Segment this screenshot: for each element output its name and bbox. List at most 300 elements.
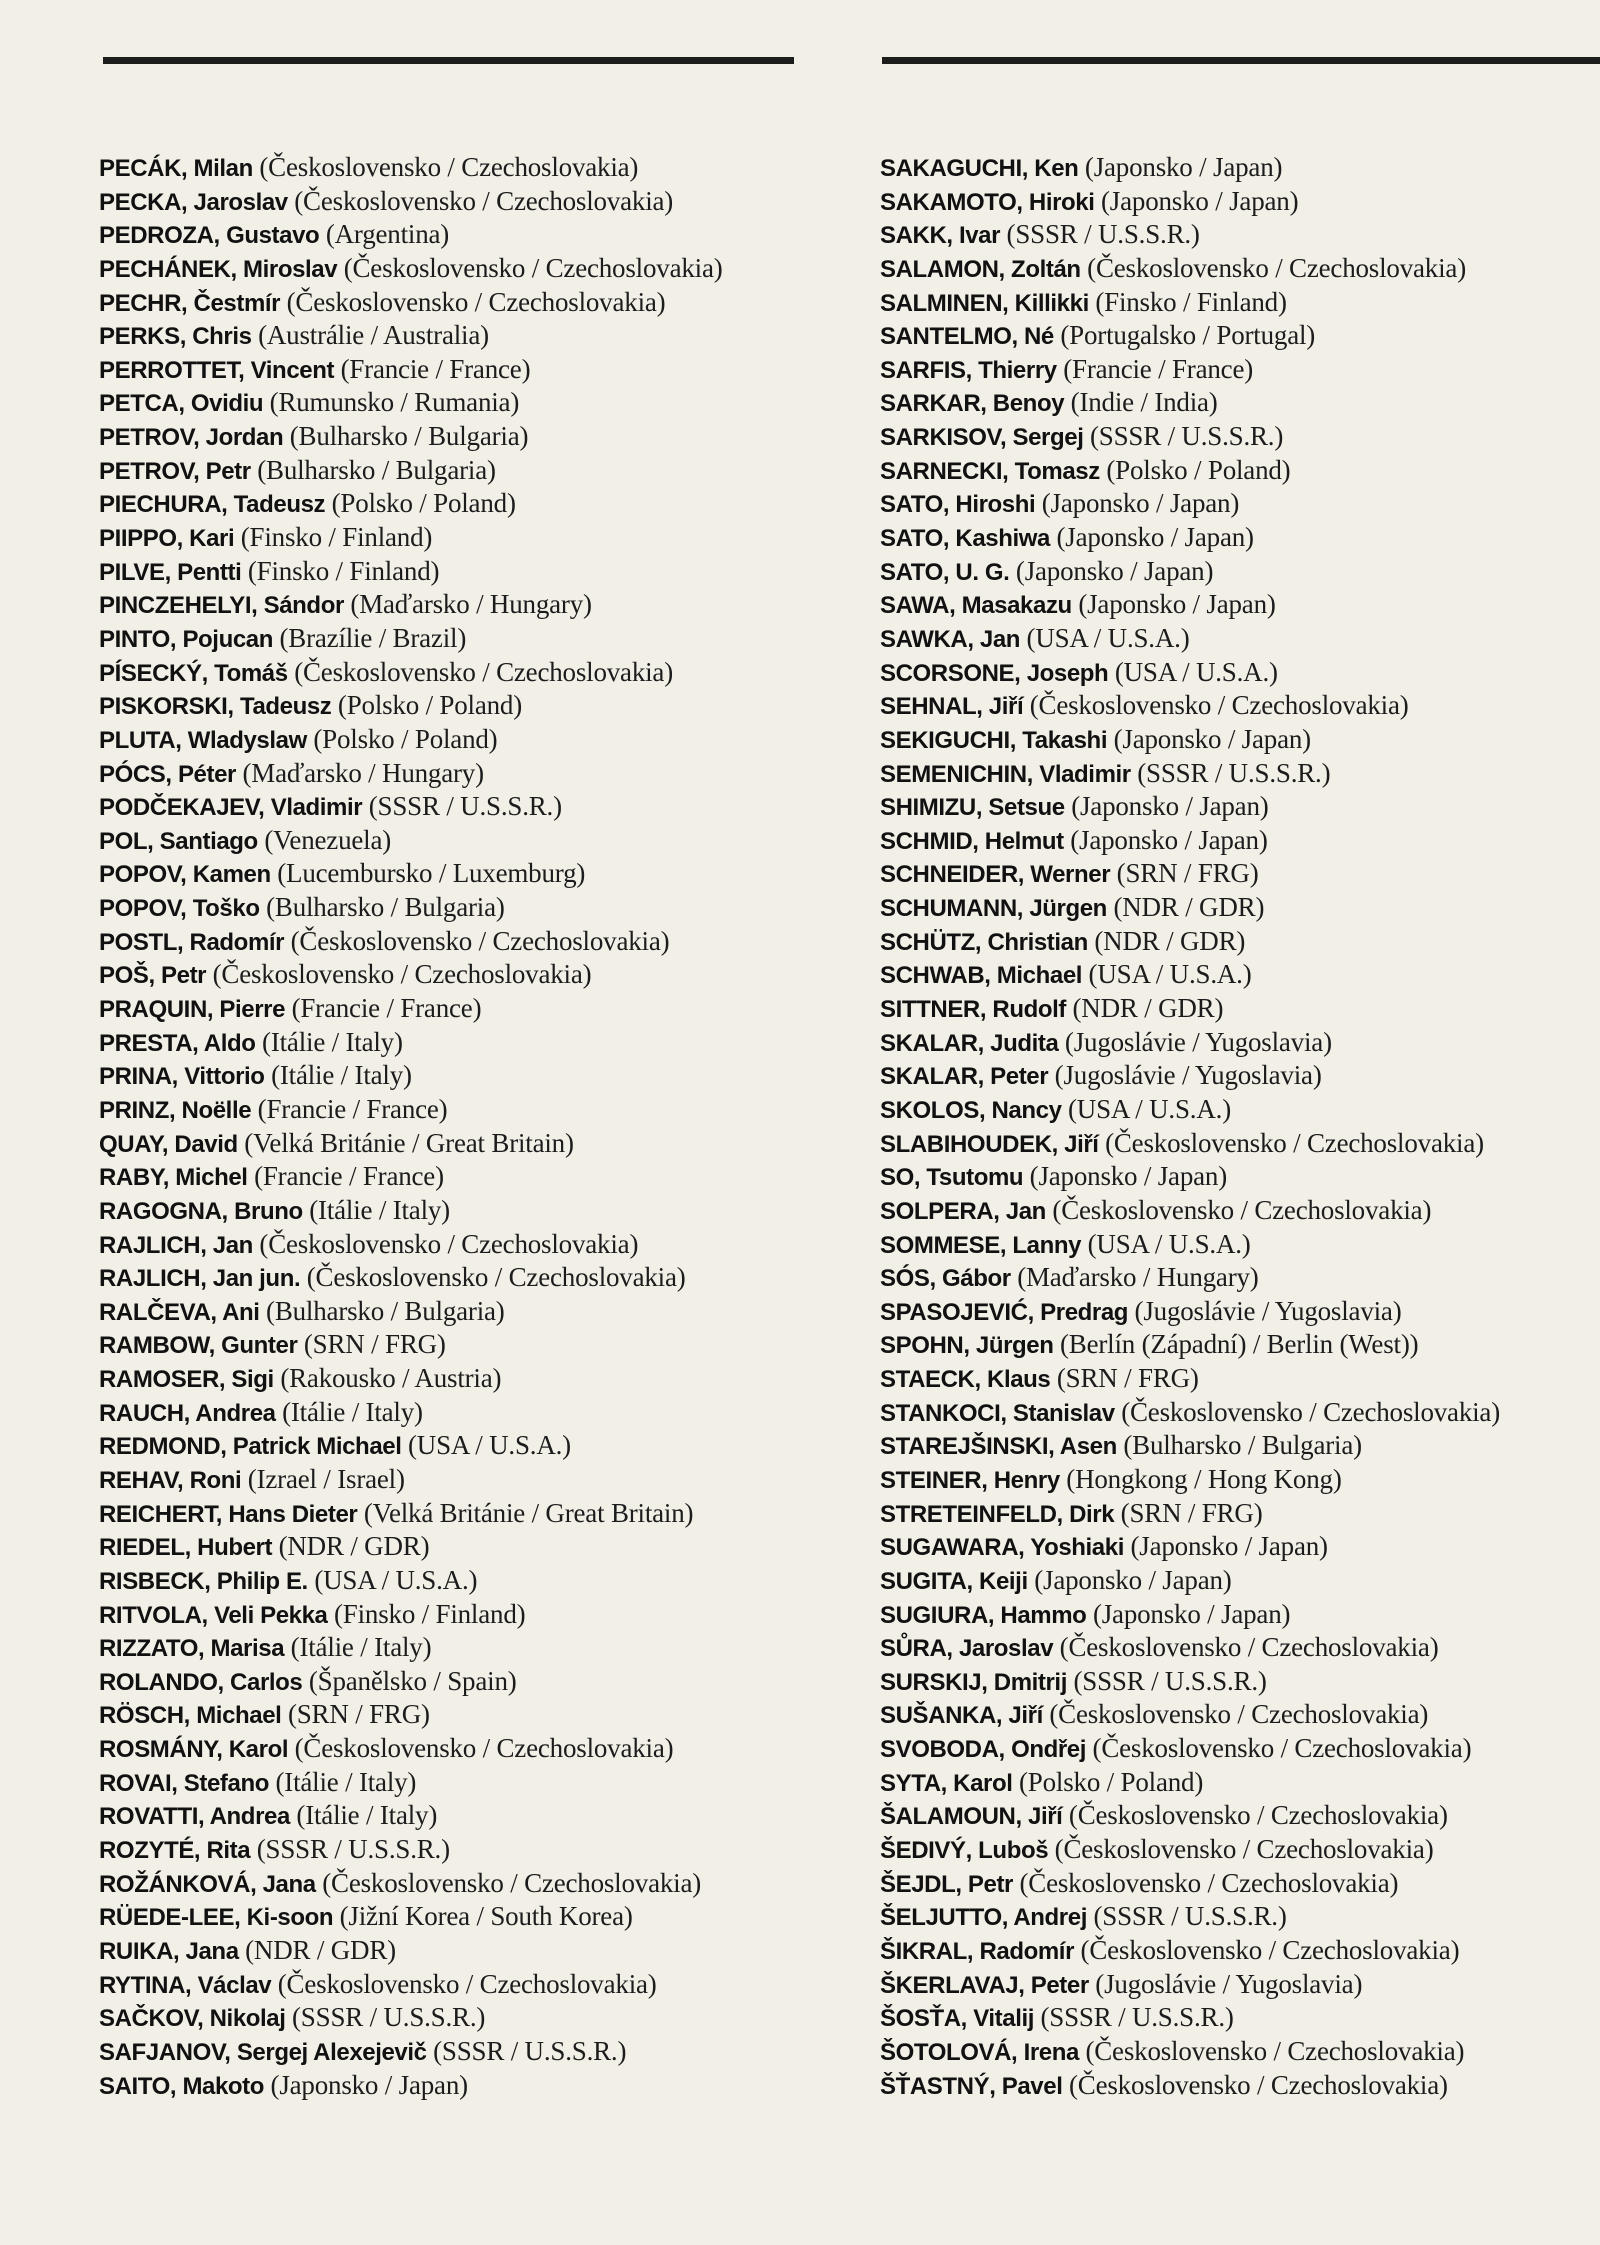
participant-entry (880, 1732, 1600, 1766)
participant-entry (99, 1867, 859, 1901)
participant-entry (880, 1530, 1600, 1564)
participant-entry (99, 2035, 859, 2069)
participant-country: (Československo / Czechoslovakia) (322, 1867, 702, 1898)
participant-country: (SRN / FRG) (287, 1699, 430, 1730)
participant-entry (880, 925, 1600, 959)
participant-list-right (880, 151, 1600, 2102)
participant-country: (Itálie / Italy) (296, 1800, 438, 1831)
participant-name: PRAQUIN, Pierre (99, 996, 286, 1024)
participant-name: PIIPPO, Kari (99, 525, 235, 553)
participant-country: (Itálie / Italy) (275, 1766, 417, 1797)
participant-entry (99, 1261, 859, 1295)
participant-country: (Izrael / Israel) (247, 1463, 405, 1494)
participant-name: SALAMON, Zoltán (880, 255, 1081, 283)
participant-entry (99, 2069, 859, 2103)
participant-name: SEMENICHIN, Vladimir (880, 760, 1131, 788)
participant-entry (880, 1833, 1600, 1867)
participant-country: (Jugoslávie / Yugoslavia) (1064, 1026, 1332, 1057)
participant-country: (Velká Británie / Great Britain) (363, 1497, 694, 1528)
participant-entry (880, 824, 1600, 858)
participant-country: (SSSR / U.S.S.R.) (368, 791, 562, 822)
participant-entry (99, 286, 859, 320)
participant-entry (880, 1228, 1600, 1262)
participant-entry (99, 1463, 859, 1497)
participant-country: (Bulharsko / Bulgaria) (266, 892, 505, 923)
participant-entry (99, 218, 859, 252)
participant-entry (880, 1429, 1600, 1463)
participant-entry (99, 185, 859, 219)
participant-entry (880, 723, 1600, 757)
participant-country: (Itálie / Italy) (290, 1632, 432, 1663)
participant-country: (USA / U.S.A.) (1114, 656, 1278, 687)
participant-entry (880, 420, 1600, 454)
participant-entry (880, 622, 1600, 656)
participant-country: (Francie / France) (254, 1161, 444, 1192)
participant-name: SARNECKI, Tomasz (880, 457, 1100, 485)
participant-country: (Austrálie / Australia) (258, 320, 489, 351)
participant-country: (Bulharsko / Bulgaria) (1123, 1430, 1362, 1461)
participant-entry (99, 1598, 859, 1632)
participant-name: ŠKERLAVAJ, Peter (880, 1971, 1089, 1999)
participant-country: (Finsko / Finland) (247, 555, 440, 586)
participant-country: (Československo / Czechoslovakia) (259, 1228, 639, 1259)
participant-entry (99, 588, 859, 622)
participant-entry (99, 252, 859, 286)
participant-name: PECHÁNEK, Miroslav (99, 255, 338, 283)
participant-entry (880, 1698, 1600, 1732)
participant-entry (880, 1900, 1600, 1934)
participant-name: ROVATTI, Andrea (99, 1803, 290, 1831)
participant-name: SCHNEIDER, Werner (880, 861, 1111, 889)
participant-name: ROLANDO, Carlos (99, 1668, 303, 1696)
participant-name: SVOBODA, Ondřej (880, 1736, 1087, 1764)
participant-entry (99, 757, 859, 791)
participant-entry (880, 319, 1600, 353)
participant-country: (Japonsko / Japan) (1070, 824, 1268, 855)
participant-entry (880, 286, 1600, 320)
participant-country: (Rumunsko / Rumania) (269, 387, 520, 418)
participant-country: (Československo / Czechoslovakia) (286, 286, 666, 317)
participant-name: PINCZEHELYI, Sándor (99, 592, 344, 620)
participant-country: (Berlín (Západní) / Berlin (West)) (1060, 1329, 1419, 1360)
participant-entry (99, 1228, 859, 1262)
participant-name: ŠEDIVÝ, Luboš (880, 1837, 1049, 1865)
participant-country: (SRN / FRG) (303, 1329, 446, 1360)
participant-entry (880, 1631, 1600, 1665)
participant-name: SAWA, Masakazu (880, 592, 1072, 620)
participant-entry (880, 454, 1600, 488)
participant-name: SANTELMO, Né (880, 323, 1054, 351)
participant-entry (99, 420, 859, 454)
participant-country: (Japonsko / Japan) (1084, 152, 1283, 182)
participant-name: STAREJŠINSKI, Asen (880, 1433, 1117, 1461)
participant-name: RAGOGNA, Bruno (99, 1197, 303, 1225)
participant-entry (99, 1698, 859, 1732)
participant-entry (99, 1328, 859, 1362)
participant-country: (Maďarsko / Hungary) (1017, 1262, 1259, 1293)
participant-name: RÜEDE-LEE, Ki-soon (99, 1904, 334, 1932)
participant-country: (SSSR / U.S.S.R.) (292, 2002, 486, 2033)
participant-name: RAJLICH, Jan (99, 1231, 253, 1259)
participant-name: SATO, Kashiwa (880, 525, 1050, 553)
participant-name: PETCA, Ovidiu (99, 390, 264, 418)
participant-country: (Československo / Czechoslovakia) (1054, 1834, 1434, 1865)
participant-name: SYTA, Karol (880, 1769, 1013, 1797)
participant-country: (SSSR / U.S.S.R.) (1073, 1665, 1267, 1696)
participant-name: PERKS, Chris (99, 323, 252, 351)
participant-country: (Polsko / Poland) (331, 488, 516, 519)
participant-name: ŠEJDL, Petr (880, 1870, 1013, 1898)
participant-name: ROVAI, Stefano (99, 1769, 269, 1797)
participant-entry (880, 757, 1600, 791)
participant-entry (880, 1059, 1600, 1093)
participant-name: SUGAWARA, Yoshiaki (880, 1534, 1124, 1562)
participant-country: (Itálie / Italy) (271, 1060, 412, 1091)
participant-name: RYTINA, Václav (99, 1971, 272, 1999)
participant-name: ŠIKRAL, Radomír (880, 1937, 1075, 1965)
participant-entry (99, 1093, 859, 1127)
participant-name: SOMMESE, Lanny (880, 1231, 1082, 1259)
participant-name: ŠELJUTTO, Andrej (880, 1904, 1087, 1932)
participant-name: SKOLOS, Nancy (880, 1096, 1062, 1124)
participant-country: (Československo / Czechoslovakia) (212, 959, 592, 990)
participant-name: SKALAR, Judita (880, 1029, 1059, 1057)
participant-country: (Itálie / Italy) (309, 1194, 450, 1225)
participant-entry (880, 353, 1600, 387)
participant-name: SLABIHOUDEK, Jiří (880, 1130, 1099, 1158)
participant-name: RUIKA, Jana (99, 1937, 239, 1965)
participant-entry (99, 1934, 859, 1968)
participant-name: SHIMIZU, Setsue (880, 794, 1065, 822)
participant-country: (Indie / India) (1070, 387, 1218, 418)
participant-name: ŠALAMOUN, Jiří (880, 1803, 1063, 1831)
participant-country: (Československo / Czechoslovakia) (343, 252, 723, 283)
participant-name: RITVOLA, Veli Pekka (99, 1601, 328, 1629)
participant-entry (880, 1328, 1600, 1362)
participant-entry (99, 353, 859, 387)
participant-name: SARFIS, Thierry (880, 356, 1057, 384)
participant-name: QUAY, David (99, 1130, 238, 1158)
participant-entry (880, 588, 1600, 622)
participant-entry (99, 992, 859, 1026)
participant-country: (Polsko / Poland) (337, 690, 523, 721)
participant-name: POPOV, Toško (99, 895, 260, 923)
participant-country: (Španělsko / Spain) (308, 1665, 517, 1696)
participant-name: SAČKOV, Nikolaj (99, 2005, 286, 2033)
participant-entry (880, 487, 1600, 521)
participant-entry (99, 2001, 859, 2035)
participant-name: ROŽÁNKOVÁ, Jana (99, 1870, 316, 1898)
participant-entry (99, 1833, 859, 1867)
participant-country: (NDR / GDR) (1113, 892, 1265, 923)
participant-country: (Československo / Czechoslovakia) (1052, 1194, 1432, 1225)
participant-country: (Velká Británie / Great Britain) (244, 1127, 574, 1158)
participant-country: (USA / U.S.A.) (1088, 959, 1252, 990)
participant-name: ŠOTOLOVÁ, Irena (880, 2038, 1079, 2066)
participant-entry (99, 1900, 859, 1934)
participant-entry (99, 824, 859, 858)
participant-country: (Československo / Czechoslovakia) (1068, 1800, 1448, 1831)
participant-country: (Československo / Czechoslovakia) (1092, 1733, 1472, 1764)
participant-country: (Itálie / Italy) (282, 1396, 423, 1427)
participant-entry (880, 1160, 1600, 1194)
participant-entry (880, 1026, 1600, 1060)
participant-entry (880, 1799, 1600, 1833)
participant-name: PECKA, Jaroslav (99, 188, 288, 216)
participant-entry (99, 622, 859, 656)
participant-name: SŮRA, Jaroslav (880, 1635, 1054, 1663)
participant-entry (880, 1867, 1600, 1901)
participant-name: RAMOSER, Sigi (99, 1366, 274, 1394)
participant-country: (Jugoslávie / Yugoslavia) (1095, 1968, 1363, 1999)
participant-entry (99, 1766, 859, 1800)
participant-country: (Jugoslávie / Yugoslavia) (1054, 1060, 1322, 1091)
participant-country: (Finsko / Finland) (334, 1598, 526, 1629)
top-rule-left (103, 57, 794, 64)
participant-entry (99, 1026, 859, 1060)
participant-country: (Japonsko / Japan) (1015, 555, 1214, 586)
participant-name: RISBECK, Philip E. (99, 1567, 308, 1595)
participant-country: (Československo / Czechoslovakia) (1087, 252, 1466, 283)
participant-name: RAMBOW, Gunter (99, 1332, 298, 1360)
participant-entry (880, 790, 1600, 824)
participant-name: RIEDEL, Hubert (99, 1534, 273, 1562)
participant-name: POPOV, Kamen (99, 861, 271, 889)
participant-entry (880, 1665, 1600, 1699)
participant-entry (880, 218, 1600, 252)
participant-name: POŠ, Petr (99, 962, 207, 990)
participant-name: PECÁK, Milan (99, 155, 253, 182)
participant-entry (99, 1059, 859, 1093)
participant-entry (99, 1160, 859, 1194)
participant-entry (880, 185, 1600, 219)
participant-name: SATO, U. G. (880, 558, 1010, 586)
participant-entry (880, 2001, 1600, 2035)
participant-entry (880, 992, 1600, 1026)
participant-name: REDMOND, Patrick Michael (99, 1433, 402, 1461)
participant-entry (99, 1362, 859, 1396)
participant-country: (Brazílie / Brazil) (279, 622, 467, 653)
participant-name: ROZYTÉ, Rita (99, 1837, 251, 1865)
participant-entry (99, 1497, 859, 1531)
participant-name: SCHÜTZ, Christian (880, 928, 1088, 956)
participant-entry (99, 1732, 859, 1766)
participant-country: (Japonsko / Japan) (1056, 522, 1254, 553)
participant-country: (Jižní Korea / South Korea) (339, 1901, 633, 1932)
participant-entry (99, 1530, 859, 1564)
participant-entry (880, 1968, 1600, 2002)
participant-name: PIECHURA, Tadeusz (99, 491, 326, 519)
participant-entry (880, 386, 1600, 420)
participant-name: STEINER, Henry (880, 1466, 1060, 1494)
participant-country: (USA / U.S.A.) (1068, 1093, 1231, 1124)
participant-entry (99, 1295, 859, 1329)
participant-country: (Československo / Czechoslovakia) (290, 925, 670, 956)
participant-entry (880, 958, 1600, 992)
participant-name: SKALAR, Peter (880, 1063, 1049, 1091)
participant-country: (Polsko / Poland) (313, 723, 498, 754)
participant-name: PISKORSKI, Tadeusz (99, 693, 332, 721)
participant-name: STAECK, Klaus (880, 1366, 1051, 1394)
participant-entry (99, 891, 859, 925)
participant-name: SEHNAL, Jiří (880, 693, 1024, 721)
participant-country: (Maďarsko / Hungary) (242, 757, 484, 788)
participant-name: SCHMID, Helmut (880, 827, 1064, 855)
participant-country: (Francie / France) (1063, 353, 1254, 384)
participant-country: (USA / U.S.A.) (407, 1430, 571, 1461)
participant-entry (880, 689, 1600, 723)
participant-country: (Československo / Czechoslovakia) (1019, 1867, 1399, 1898)
participant-country: (Japonsko / Japan) (1041, 488, 1240, 519)
participant-country: (Československo / Czechoslovakia) (1085, 2035, 1465, 2066)
participant-entry (99, 723, 859, 757)
participant-country: (SSSR / U.S.S.R.) (1006, 219, 1200, 250)
participant-country: (Bulharsko / Bulgaria) (266, 1295, 505, 1326)
participant-country: (Japonsko / Japan) (1078, 589, 1276, 620)
participant-entry (99, 386, 859, 420)
participant-entry (880, 1396, 1600, 1430)
participant-country: (SRN / FRG) (1056, 1363, 1199, 1394)
participant-name: SEKIGUCHI, Takashi (880, 726, 1108, 754)
participant-country: (Československo / Czechoslovakia) (1121, 1396, 1501, 1427)
participant-country: (Japonsko / Japan) (1113, 723, 1311, 754)
participant-name: PODČEKAJEV, Vladimir (99, 794, 363, 822)
top-rule-right (882, 57, 1600, 64)
participant-name: RALČEVA, Ani (99, 1298, 260, 1326)
participant-name: SARKAR, Benoy (880, 390, 1065, 418)
participant-entry (880, 2069, 1600, 2103)
participant-name: PILVE, Pentti (99, 558, 242, 586)
participant-entry (880, 656, 1600, 690)
participant-country: (Československo / Czechoslovakia) (1029, 690, 1409, 721)
participant-country: (Japonsko / Japan) (1092, 1598, 1291, 1629)
participant-entry (99, 1564, 859, 1598)
participant-country: (Maďarsko / Hungary) (350, 589, 592, 620)
participant-name: POL, Santiago (99, 827, 258, 855)
participant-country: (SSSR / U.S.S.R.) (256, 1834, 450, 1865)
participant-entry (880, 1261, 1600, 1295)
participant-country: (Polsko / Poland) (1106, 454, 1291, 485)
participant-country: (Japonsko / Japan) (270, 2069, 468, 2100)
participant-name: PRESTA, Aldo (99, 1029, 256, 1057)
participant-name: ŠŤASTNÝ, Pavel (880, 2072, 1063, 2100)
participant-name: PERROTTET, Vincent (99, 356, 335, 384)
participant-country: (Československo / Czechoslovakia) (1068, 2069, 1448, 2100)
participant-entry (99, 454, 859, 488)
participant-list-left (99, 151, 859, 2102)
participant-entry (99, 319, 859, 353)
participant-entry (99, 689, 859, 723)
participant-country: (Československo / Czechoslovakia) (1049, 1699, 1429, 1730)
participant-entry (99, 151, 859, 185)
participant-entry (99, 1194, 859, 1228)
participant-name: SUGITA, Keiji (880, 1567, 1028, 1595)
participant-name: SÓS, Gábor (880, 1265, 1011, 1293)
participant-entry (99, 656, 859, 690)
participant-country: (Jugoslávie / Yugoslavia) (1134, 1295, 1402, 1326)
participant-name: SO, Tsutomu (880, 1164, 1024, 1192)
participant-entry (99, 1665, 859, 1699)
participant-name: SAWKA, Jan (880, 625, 1021, 653)
participant-country: (Československo / Czechoslovakia) (1059, 1632, 1439, 1663)
participant-entry (880, 1295, 1600, 1329)
participant-name: SUGIURA, Hammo (880, 1601, 1087, 1629)
participant-country: (USA / U.S.A.) (314, 1564, 478, 1595)
participant-name: RAJLICH, Jan jun. (99, 1265, 301, 1293)
participant-entry (880, 857, 1600, 891)
participant-country: (Itálie / Italy) (262, 1026, 403, 1057)
participant-country: (Československo / Czechoslovakia) (294, 656, 674, 687)
participant-country: (Československo / Czechoslovakia) (277, 1968, 657, 1999)
participant-entry (99, 1799, 859, 1833)
participant-name: ROSMÁNY, Karol (99, 1736, 289, 1764)
participant-entry (880, 1127, 1600, 1161)
participant-entry (880, 151, 1600, 185)
participant-entry (880, 1766, 1600, 1800)
participant-entry (99, 1429, 859, 1463)
participant-name: SALMINEN, Killikki (880, 289, 1089, 317)
participant-country: (Argentina) (325, 219, 450, 250)
participant-name: SAITO, Makoto (99, 2072, 265, 2100)
participant-country: (Portugalsko / Portugal) (1060, 320, 1316, 351)
participant-name: SAFJANOV, Sergej Alexejevič (99, 2038, 427, 2066)
participant-name: SCORSONE, Joseph (880, 659, 1109, 687)
participant-entry (99, 521, 859, 555)
participant-name: SOLPERA, Jan (880, 1197, 1046, 1225)
participant-entry (880, 1463, 1600, 1497)
participant-country: (Hongkong / Hong Kong) (1066, 1463, 1342, 1494)
participant-country: (Japonsko / Japan) (1101, 185, 1299, 216)
participant-entry (99, 1968, 859, 2002)
participant-country: (Československo / Czechoslovakia) (306, 1262, 686, 1293)
participant-name: STRETEINFELD, Dirk (880, 1500, 1115, 1528)
participant-entry (880, 521, 1600, 555)
participant-name: SURSKIJ, Dmitrij (880, 1668, 1067, 1696)
participant-entry (880, 1564, 1600, 1598)
participant-country: (NDR / GDR) (1094, 925, 1246, 956)
participant-country: (Francie / France) (291, 993, 482, 1024)
participant-name: STANKOCI, Stanislav (880, 1399, 1115, 1427)
participant-country: (SSSR / U.S.S.R.) (1093, 1901, 1287, 1932)
participant-entry (880, 1497, 1600, 1531)
participant-name: SAKAGUCHI, Ken (880, 155, 1079, 182)
participant-entry (880, 1598, 1600, 1632)
participant-country: (Československo / Czechoslovakia) (1080, 1934, 1460, 1965)
participant-country: (Lucembursko / Luxemburg) (277, 858, 586, 889)
participant-country: (Japonsko / Japan) (1130, 1531, 1328, 1562)
participant-name: SITTNER, Rudolf (880, 996, 1066, 1024)
participant-name: PETROV, Petr (99, 457, 251, 485)
participant-entry (99, 487, 859, 521)
participant-country: (Francie / France) (257, 1093, 448, 1124)
participant-name: REHAV, Roni (99, 1466, 242, 1494)
participant-country: (NDR / GDR) (278, 1531, 430, 1562)
participant-entry (99, 857, 859, 891)
participant-country: (SRN / FRG) (1116, 858, 1259, 889)
participant-country: (SSSR / U.S.S.R.) (433, 2035, 627, 2066)
participant-country: (Rakousko / Austria) (280, 1363, 502, 1394)
participant-name: RAUCH, Andrea (99, 1399, 276, 1427)
participant-name: PÓCS, Péter (99, 760, 236, 788)
participant-country: (Československo / Czechoslovakia) (294, 185, 674, 216)
participant-entry (880, 891, 1600, 925)
participant-entry (880, 1194, 1600, 1228)
participant-country: (SSSR / U.S.S.R.) (1137, 757, 1331, 788)
participant-country: (Československo / Czechoslovakia) (294, 1733, 674, 1764)
participant-name: ŠOSŤA, Vitalij (880, 2005, 1034, 2033)
participant-name: PRINZ, Noëlle (99, 1096, 252, 1124)
participant-country: (Polsko / Poland) (1019, 1766, 1204, 1797)
